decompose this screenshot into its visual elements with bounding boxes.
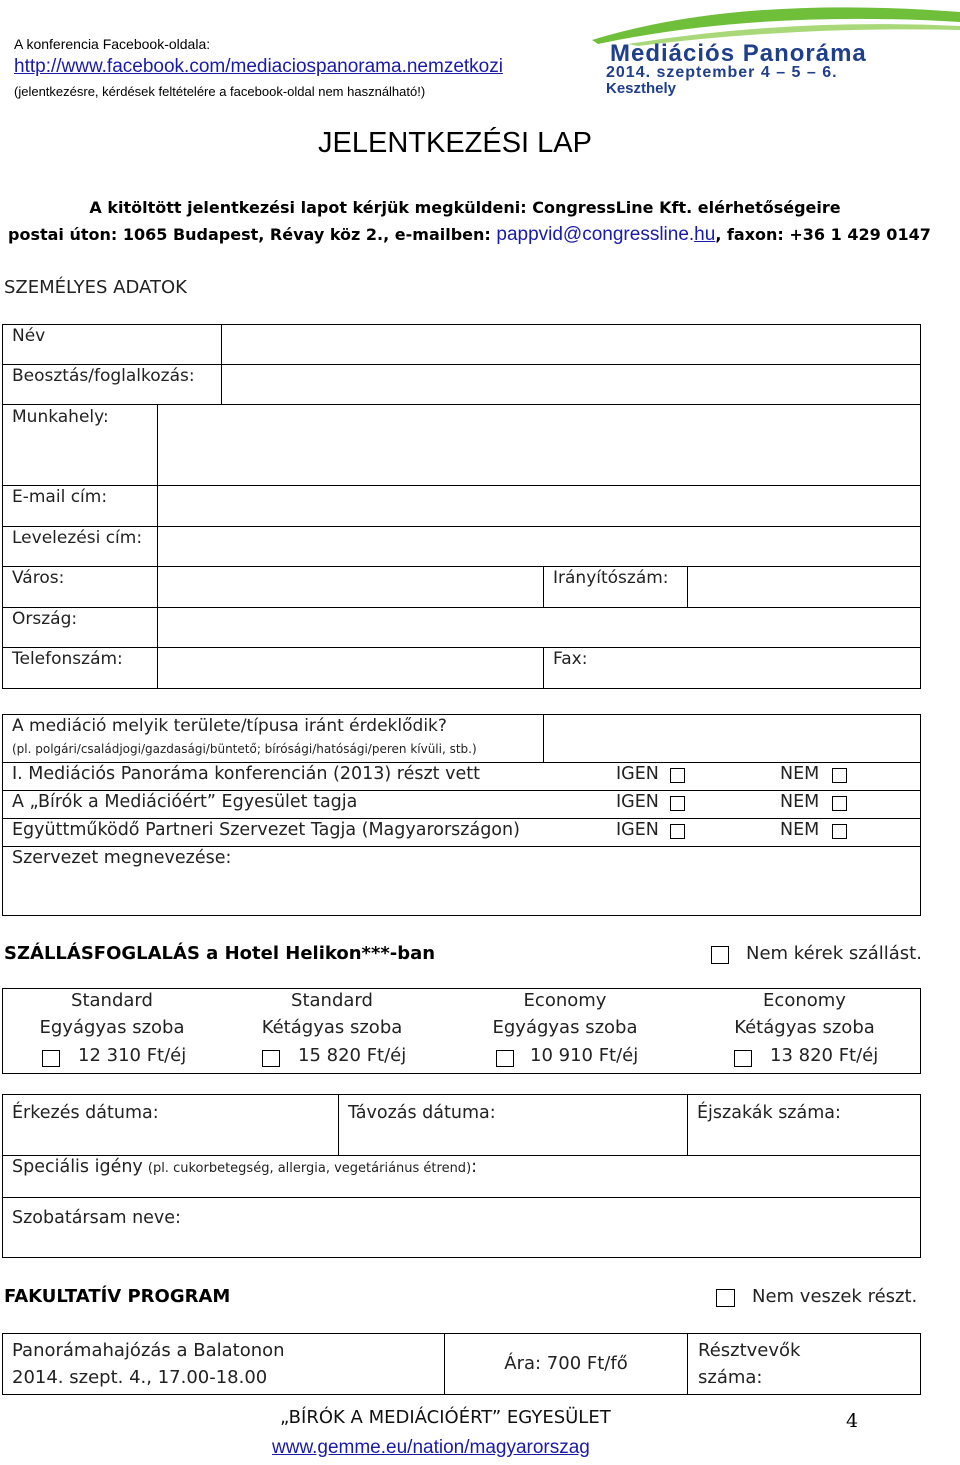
logo-city: Keszthely: [606, 80, 677, 97]
nights-field[interactable]: [688, 1126, 920, 1154]
city-label: Város:: [12, 568, 65, 588]
room-price: 10 910 Ft/éj: [530, 1045, 639, 1066]
room-1-checkbox[interactable]: [42, 1050, 60, 1067]
postal-address: postai úton: 1065 Budapest, Révay köz 2., e-mailben:: [8, 225, 497, 244]
room-type: Kétágyas szoba: [261, 1017, 403, 1038]
fax-number: , faxon: +36 1 429 0147: [715, 225, 931, 244]
personal-heading: SZEMÉLYES ADATOK: [4, 277, 187, 298]
organization-name-field[interactable]: [3, 872, 920, 915]
email-link[interactable]: [496, 224, 715, 245]
room-2-checkbox[interactable]: [262, 1050, 280, 1067]
form-title: JELENTKEZÉSI LAP: [318, 127, 592, 159]
room-category: Standard: [291, 990, 373, 1011]
room-option-1: [2, 988, 222, 1074]
logo-date: 2014. szeptember 4 – 5 – 6.: [606, 64, 838, 81]
fax-label: Fax:: [553, 649, 588, 669]
special-request-colon: :: [471, 1157, 478, 1177]
room-type: Kétágyas szoba: [734, 1017, 875, 1038]
phone-field[interactable]: [158, 648, 543, 688]
organization-name-label: Szervezet megnevezése:: [12, 848, 232, 868]
room-category: Economy: [523, 990, 607, 1011]
no-label: NEM: [780, 764, 820, 784]
room-type: Egyágyas szoba: [492, 1017, 638, 1038]
attendance-yes-checkbox[interactable]: [670, 768, 685, 783]
partner-no-checkbox[interactable]: [832, 824, 847, 839]
room-4-checkbox[interactable]: [734, 1050, 752, 1067]
email-link-part2: hu: [694, 224, 716, 245]
mailing-address-label: Levelezési cím:: [12, 528, 143, 548]
participants-label-line1: Résztvevők: [698, 1340, 801, 1361]
page-number: 4: [846, 1410, 859, 1432]
name-label: Név: [12, 326, 46, 346]
attendance-no-checkbox[interactable]: [832, 768, 847, 783]
name-field[interactable]: [222, 325, 920, 364]
special-request-field[interactable]: [3, 1180, 920, 1197]
mediation-example: (pl. polgári/családjogi/gazdasági/büntető; bírósági/hatósági/peren kívüli, stb.): [12, 742, 477, 756]
no-accommodation-checkbox[interactable]: [711, 946, 729, 964]
mediation-row-2: [2, 791, 921, 818]
special-request-title: Speciális igény: [12, 1157, 143, 1177]
no-label: NEM: [780, 792, 820, 812]
optional-program-heading: FAKULTATÍV PROGRAM: [4, 1286, 231, 1307]
room-price: 13 820 Ft/éj: [770, 1045, 879, 1066]
position-field[interactable]: [222, 365, 920, 404]
yes-label: IGEN: [616, 820, 659, 840]
program-date: 2014. szept. 4., 17.00-18.00: [12, 1367, 268, 1388]
mediation-row-1: [2, 763, 921, 790]
room-category: Standard: [71, 990, 153, 1011]
roommate-label: Szobatársam neve:: [12, 1208, 181, 1228]
member-yes-checkbox[interactable]: [670, 796, 685, 811]
nights-label: Éjszakák száma:: [697, 1103, 841, 1123]
mediation-interest-field[interactable]: [544, 715, 920, 762]
mediation-row-3: [2, 819, 921, 846]
instructions-line2: [8, 224, 931, 246]
room-option-2: [222, 988, 442, 1074]
country-label: Ország:: [12, 609, 78, 629]
program-name: Panorámahajózás a Balatonon: [12, 1340, 285, 1361]
conference-logo: [588, 0, 960, 100]
room-3-checkbox[interactable]: [496, 1050, 514, 1067]
email-link-part1: pappvid@congressline.: [496, 224, 695, 245]
room-price: 15 820 Ft/éj: [298, 1045, 407, 1066]
room-type: Egyágyas szoba: [39, 1017, 185, 1038]
zip-field[interactable]: [688, 567, 920, 607]
facebook-link[interactable]: http://www.facebook.com/mediaciospanorama.nemzetkozi: [14, 56, 503, 77]
participants-label-line2: száma:: [698, 1367, 763, 1388]
arrival-date-label: Érkezés dátuma:: [12, 1103, 159, 1123]
accommodation-heading: SZÁLLÁSFOGLALÁS a Hotel Helikon***-ban: [4, 943, 436, 964]
arrival-date-field[interactable]: [3, 1126, 337, 1154]
program-price: Ára: 700 Ft/fő: [504, 1353, 628, 1374]
roommate-field[interactable]: [3, 1232, 920, 1257]
room-price: 12 310 Ft/éj: [78, 1045, 187, 1066]
special-request-label: [12, 1157, 477, 1177]
country-field[interactable]: [158, 608, 920, 647]
facebook-caption: A konferencia Facebook-oldala:: [14, 36, 211, 52]
fax-field[interactable]: [544, 648, 920, 688]
zip-label: Irányítószám:: [553, 568, 669, 588]
logo-title: Mediációs Panoráma: [610, 40, 867, 67]
yes-label: IGEN: [616, 792, 659, 812]
city-field[interactable]: [158, 567, 543, 607]
facebook-note: (jelentkezésre, kérdések feltételére a facebook-oldal nem használható!): [14, 84, 426, 99]
email-label: E-mail cím:: [12, 487, 108, 507]
workplace-label: Munkahely:: [12, 407, 109, 427]
footer-organization: „BÍRÓK A MEDIÁCIÓÉRT” EGYESÜLET: [280, 1407, 611, 1428]
mediation-question: A mediáció melyik területe/típusa iránt érdeklődik?: [12, 716, 447, 736]
email-field[interactable]: [158, 486, 920, 526]
phone-label: Telefonszám:: [12, 649, 123, 669]
instructions-line1: A kitöltött jelentkezési lapot kérjük megküldeni: CongressLine Kft. elérhetőségeire: [89, 198, 841, 217]
no-program-label: Nem veszek részt.: [752, 1286, 918, 1307]
participants-field[interactable]: [780, 1334, 920, 1394]
no-accommodation-label: Nem kérek szállást.: [746, 943, 922, 964]
departure-date-field[interactable]: [339, 1126, 686, 1154]
association-member-label: A „Bírók a Mediációért” Egyesület tagja: [12, 792, 358, 812]
position-label: Beosztás/foglalkozás:: [12, 366, 195, 386]
workplace-field[interactable]: [158, 405, 920, 485]
no-label: NEM: [780, 820, 820, 840]
no-program-checkbox[interactable]: [716, 1289, 735, 1307]
partner-yes-checkbox[interactable]: [670, 824, 685, 839]
departure-date-label: Távozás dátuma:: [348, 1103, 496, 1123]
member-no-checkbox[interactable]: [832, 796, 847, 811]
room-option-4: [688, 988, 921, 1074]
special-request-note: (pl. cukorbetegség, allergia, vegetáriánus étrend): [147, 1161, 472, 1176]
room-category: Economy: [763, 990, 846, 1011]
mailing-address-field[interactable]: [158, 527, 920, 566]
attendance-2013-label: I. Mediációs Panoráma konferencián (2013) részt vett: [12, 764, 480, 784]
room-option-3: [452, 988, 678, 1074]
footer-website-link[interactable]: www.gemme.eu/nation/magyarorszag: [272, 1437, 590, 1458]
yes-label: IGEN: [616, 764, 659, 784]
partner-org-member-label: Együttműködő Partneri Szervezet Tagja (Magyarországon): [12, 820, 520, 840]
